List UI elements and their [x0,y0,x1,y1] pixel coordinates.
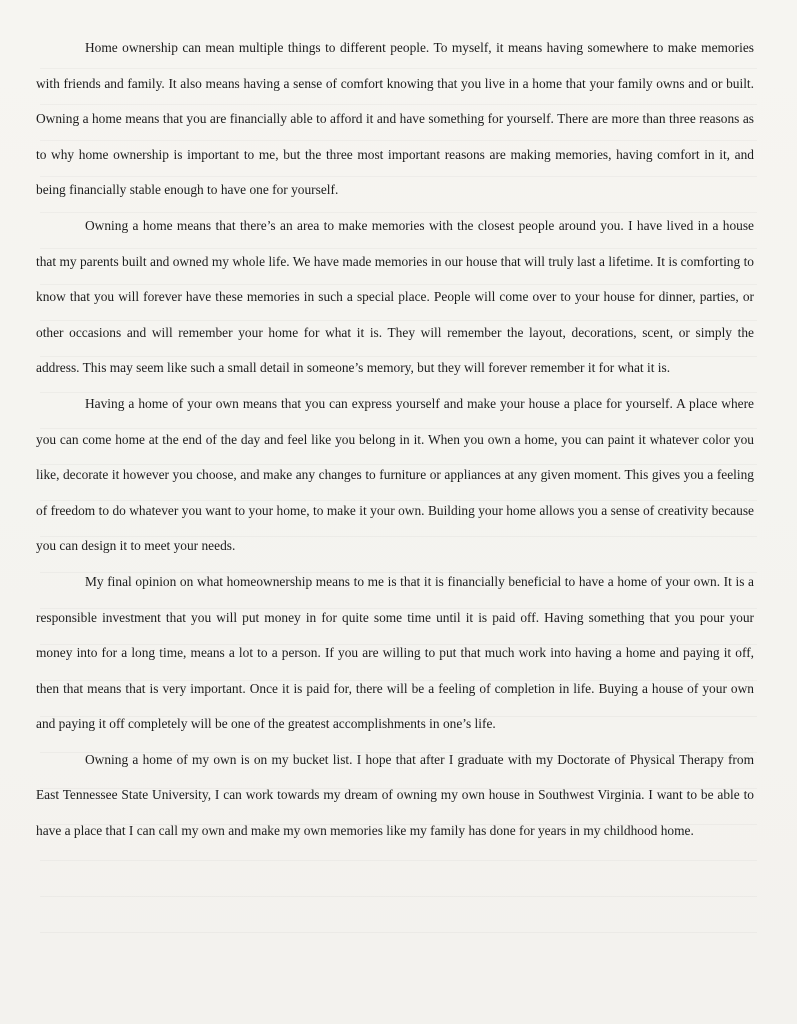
paragraph-conclusion: Owning a home of my own is on my bucket list. I hope that after I graduate with my Doctorate of Physical Therapy from East Tennessee State University, I can work towards my dream of owning my own house in Southwest Virginia. I want to be able to have a place that I can call my own and make my own memories like my family has done for years in my childhood home. [36,751,754,839]
essay-body [36,30,754,849]
paragraph-self-expression: Having a home of your own means that you can express yourself and make your house a place for yourself. A place where you can come home at the end of the day and feel like you belong in it. When you own a home, you can paint it whatever color you like, decorate it however you choose, and make any changes to furniture or appliances at any given moment. This gives you a feeling of freedom to do whatever you want to your home, to make it your own. Building your home allows you a sense of creativity because you can design it to meet your needs. [36,395,754,554]
paragraph-financial: My final opinion on what homeownership means to me is that it is financially beneficial to have a home of your own. It is a responsible investment that you will put money in for quite some time until it is paid off. Having something that you pour your money into for a long time, means a lot to a person. If you are willing to put that much work into having a home and paying it off, then that means that is very important. Once it is paid for, there will be a feeling of completion in life. Buying a house of your own and paying it off completely will be one of the greatest accomplishments in one’s life. [36,573,754,732]
paragraph-memories: Owning a home means that there’s an area to make memories with the closest people around you. I have lived in a house that my parents built and owned my whole life. We have made memories in our house that will truly last a lifetime. It is comforting to know that you will forever have these memories in such a special place. People will come over to your house for dinner, parties, or other occasions and will remember your home for what it is. They will remember the layout, decorations, scent, or simply the address. This may seem like such a small detail in someone’s memory, but they will forever remember it for what it is. [36,217,754,376]
paragraph-intro: Home ownership can mean multiple things to different people. To myself, it means having somewhere to make memories with friends and family. It also means having a sense of comfort knowing that you live in a home that your family owns and or built. Owning a home means that you are financially able to afford it and have something for yourself. There are more than three reasons as to why home ownership is important to me, but the three most important reasons are making memories, having comfort in it, and being financially stable enough to have one for yourself. [36,40,754,198]
